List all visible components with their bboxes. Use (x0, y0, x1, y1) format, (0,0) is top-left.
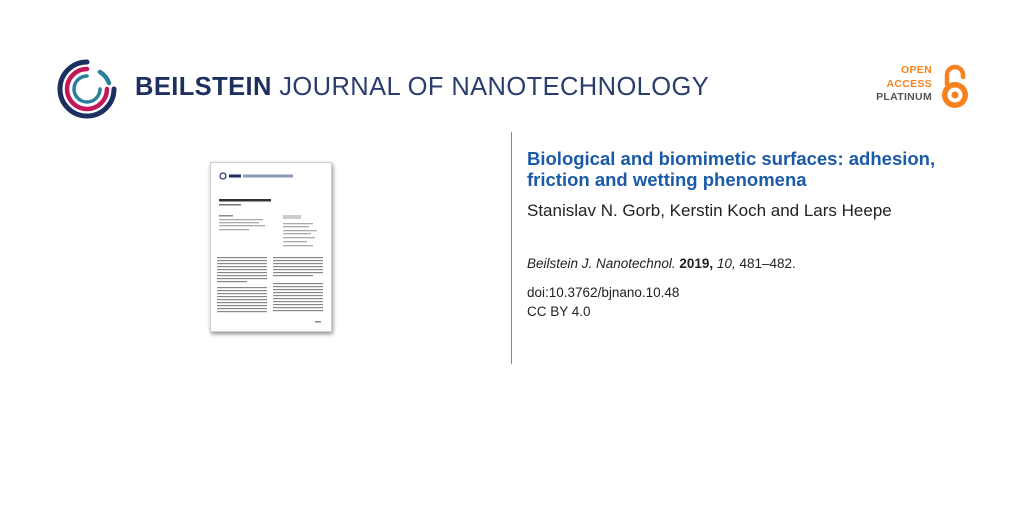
citation-year: 2019, (679, 256, 714, 271)
open-lock-icon (940, 64, 970, 110)
citation-pages: 481–482. (739, 256, 796, 271)
journal-name-rest: JOURNAL OF NANOTECHNOLOGY (279, 73, 710, 101)
article-title[interactable]: Biological and biomimetic surfaces: adhesion, friction and wetting phenomena (527, 148, 936, 190)
article-doi[interactable]: doi:10.3762/bjnano.10.48 (527, 285, 680, 300)
citation-journal: Beilstein J. Nanotechnol. (527, 256, 676, 271)
journal-name-bold: BEILSTEIN (135, 73, 272, 101)
open-access-line3: PLATINUM (876, 91, 932, 103)
article-authors: Stanislav N. Gorb, Kerstin Koch and Lars Heepe (527, 201, 892, 220)
article-thumbnail[interactable] (210, 162, 332, 332)
open-access-line2: ACCESS (886, 77, 932, 90)
open-access-badge (860, 64, 970, 112)
article-citation (527, 256, 796, 271)
article-license[interactable]: CC BY 4.0 (527, 304, 591, 319)
journal-logo-icon (56, 58, 118, 120)
journal-name (135, 73, 709, 102)
open-access-line1: OPEN (901, 64, 932, 76)
vertical-divider (511, 132, 512, 364)
citation-volume: 10, (716, 256, 736, 271)
